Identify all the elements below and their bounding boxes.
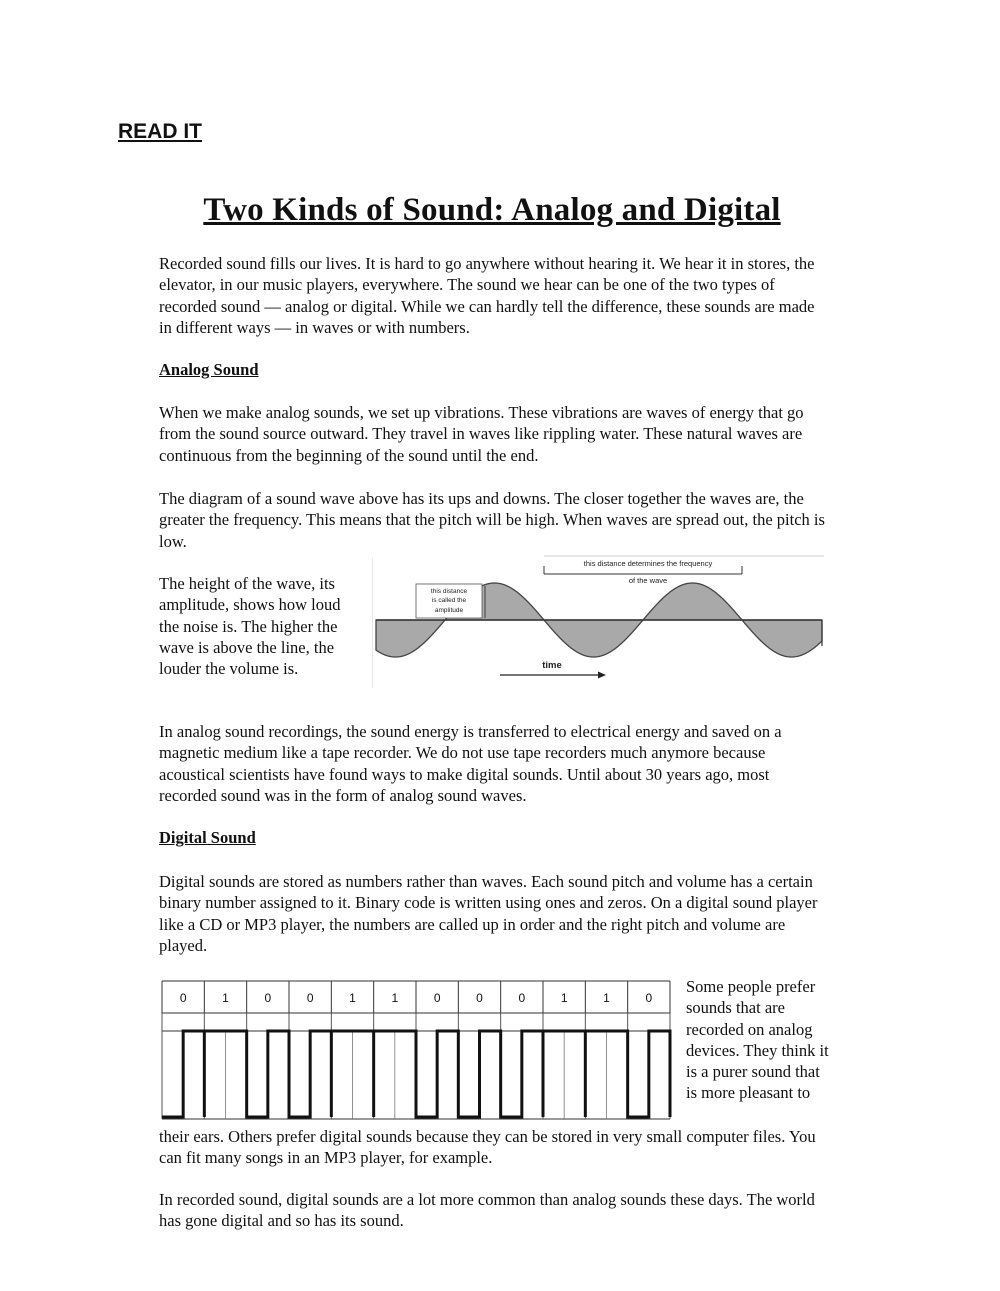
square-wave xyxy=(162,1031,670,1117)
digital-paragraph-1: Digital sounds are stored as numbers rather than waves. Each sound pitch and volume has a certain binary number assigned to it. Binary code is written using ones and zeros. On a digital sound player like a CD or MP3 player, the numbers are called up in order and the right pitch and volume are played. xyxy=(159,872,818,955)
analog-heading: Analog Sound xyxy=(159,360,259,379)
preference-paragraph-continued: their ears. Others prefer digital sounds because they can be stored in very small computer files. You can fit many songs in an MP3 player, for example. xyxy=(159,1127,816,1168)
bit-label: 1 xyxy=(560,991,568,1005)
bit-label: 1 xyxy=(349,991,356,1005)
analog-paragraph-1: When we make analog sounds, we set up vibrations. These vibrations are waves of energy that go from the sound source outward. They travel in waves like rippling water. These natural waves are continuous from the beginning of the sound until the end. xyxy=(159,403,804,465)
bit-label: 0 xyxy=(645,991,653,1005)
read-it-label: READ IT xyxy=(118,120,202,143)
time-label: time xyxy=(542,660,562,671)
bit-label: 0 xyxy=(518,991,526,1005)
time-arrowhead xyxy=(598,672,606,679)
article-title: Two Kinds of Sound: Analog and Digital xyxy=(203,192,781,228)
amplitude-label-line3: amplitude xyxy=(434,607,464,614)
bit-label: 1 xyxy=(391,991,399,1005)
sound-wave-diagram xyxy=(372,554,824,690)
analog-paragraph-3: In analog sound recordings, the sound energy is transferred to electrical energy and saved on a magnetic medium like a tape recorder. We do not use tape recorders much anymore because acoustical scientists have found ways to make digital sounds. Until about 30 years ago, most recorded sound was in the form of analog sound waves. xyxy=(159,722,782,805)
frequency-label-line1: this distance determines the frequency xyxy=(583,559,713,568)
bit-label: 1 xyxy=(603,991,610,1005)
amplitude-label-line1: this distance xyxy=(430,588,468,595)
bit-label: 1 xyxy=(222,991,229,1005)
analog-paragraph-2: The diagram of a sound wave above has its ups and downs. The closer together the waves are, the greater the frequency. This means that the pitch will be high. When waves are spread out, the pitch is low. xyxy=(159,489,825,551)
preference-paragraph: Some people prefer sounds that are recorded on analog devices. They think it is a purer sound that is more pleasant to xyxy=(686,977,829,1103)
intro-paragraph: Recorded sound fills our lives. It is hard to go anywhere without hearing it. We hear it in stores, the elevator, in our music players, everywhere. The sound we hear can be one of the two types of recorded sound — analog or digital. While we can hardly tell the difference, these sounds are made in different ways — in waves or with numbers. xyxy=(159,254,815,337)
amplitude-paragraph: The height of the wave, its amplitude, shows how loud the noise is. The higher the wave is above the line, the louder the volume is. xyxy=(159,574,341,679)
closing-paragraph: In recorded sound, digital sounds are a lot more common than analog sounds these days. The world has gone digital and so has its sound. xyxy=(159,1190,815,1231)
binary-signal-diagram xyxy=(161,979,673,1123)
frequency-label-line2: of the wave xyxy=(628,576,668,585)
digital-heading: Digital Sound xyxy=(159,828,256,847)
bit-label: 0 xyxy=(476,991,483,1005)
bit-label: 0 xyxy=(264,991,272,1005)
bit-label: 0 xyxy=(306,991,314,1005)
bit-label: 0 xyxy=(179,991,187,1005)
amplitude-label-line2: is called the xyxy=(431,597,467,604)
bit-label: 0 xyxy=(433,991,441,1005)
